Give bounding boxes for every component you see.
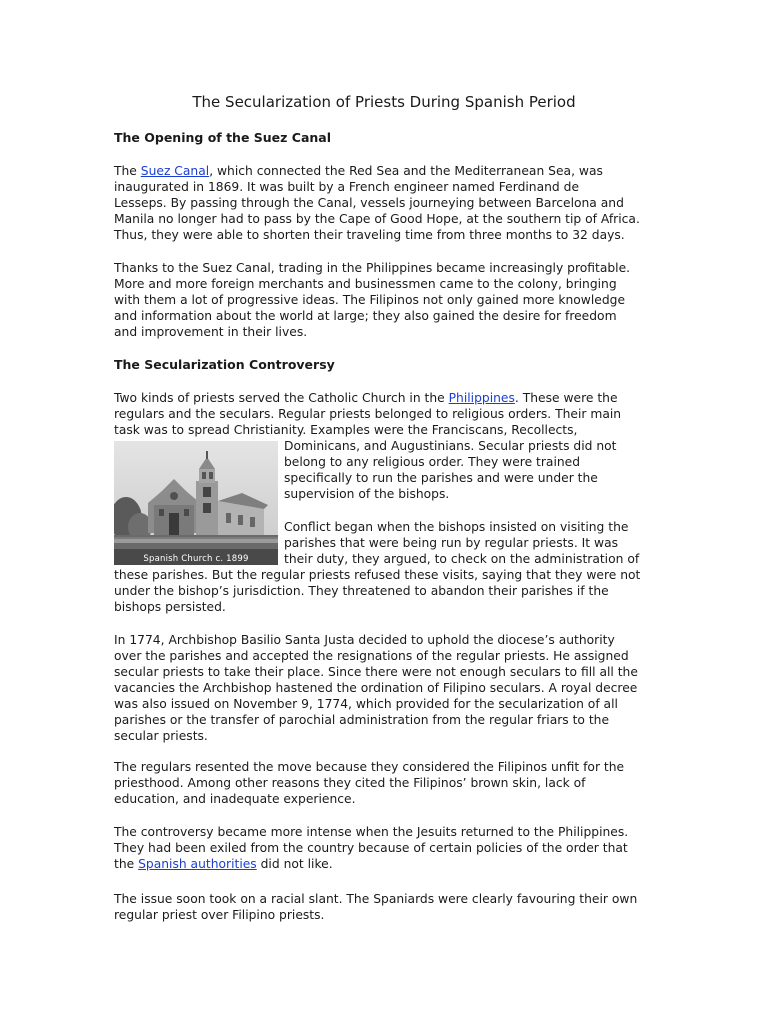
suez-canal-link[interactable]: Suez Canal: [140, 164, 210, 178]
text-line: Conflict began when the bishops insisted on visiting the: [284, 520, 629, 534]
text-line: vacancies the Archbishop hastened the ordination of Filipino seculars. A royal decree: [114, 681, 638, 695]
text-line: The issue soon took on a racial slant. The Spaniards were clearly favouring their own: [114, 892, 638, 906]
text-span: the: [114, 857, 139, 871]
text-line: parishes or the transfer of parochial administration from the regular friars to the: [114, 713, 610, 727]
text-line: inaugurated in 1869. It was built by a French engineer named Ferdinand de: [114, 180, 580, 194]
text-line: Dominicans, and Augustinians. Secular priests did not: [284, 439, 617, 453]
text-line: these parishes. But the regular priests refused these visits, saying that they were not: [114, 568, 641, 582]
text-line: They had been exiled from the country because of certain policies of the order that: [114, 841, 628, 855]
text-line: their duty, they argued, to check on the administration of: [284, 552, 640, 566]
text-line: Lesseps. By passing through the Canal, vessels journeying between Barcelona and: [114, 196, 624, 210]
text-span: . These were the: [514, 391, 618, 405]
section-heading-secularization: The Secularization Controversy: [114, 357, 335, 372]
text-line: priesthood. Among other reasons they cited the Filipinos’ brown skin, lack of: [114, 776, 586, 790]
text-line: secular priests to take their place. Since there were not enough seculars to fill all the: [114, 665, 638, 679]
philippines-link[interactable]: Philippines: [448, 391, 515, 405]
text-line: task was to spread Christianity. Examples were the Franciscans, Recollects,: [114, 423, 578, 437]
text-line: [114, 390, 659, 406]
text-line: Manila no longer had to pass by the Cape of Good Hope, at the southern tip of Africa.: [114, 212, 640, 226]
text-line: supervision of the bishops.: [284, 487, 450, 501]
text-line: [114, 163, 659, 179]
paragraph-secularization-6: [114, 891, 659, 923]
text-line: and information about the world at large; they also gained the desire for freedom: [114, 309, 617, 323]
text-line: under the bishop’s jurisdiction. They threatened to abandon their parishes if the: [114, 584, 609, 598]
text-line: with them a lot of progressive ideas. The Filipinos not only gained more knowledge: [114, 293, 626, 307]
image-caption: Spanish Church c. 1899: [143, 554, 249, 564]
text-line: was also issued on November 9, 1774, which provided for the secularization of all: [114, 697, 618, 711]
text-line: In 1774, Archbishop Basilio Santa Justa decided to uphold the diocese’s authority: [114, 633, 615, 647]
paragraph-secularization-4: [114, 759, 659, 807]
text-line: secular priests.: [114, 729, 208, 743]
page-title: The Secularization of Priests During Spanish Period: [192, 93, 576, 111]
text-span: did not like.: [256, 857, 333, 871]
spanish-authorities-link[interactable]: Spanish authorities: [138, 857, 257, 871]
paragraph-secularization-2: [114, 519, 659, 615]
text-line: More and more foreign merchants and businessmen came to the colony, bringing: [114, 277, 617, 291]
text-line: regulars and the seculars. Regular priests belonged to religious orders. Their main: [114, 407, 622, 421]
paragraph-suez-1: [114, 163, 659, 243]
text-line: The regulars resented the move because they considered the Filipinos unfit for the: [114, 760, 625, 774]
text-line: bishops persisted.: [114, 600, 226, 614]
text-line: regular priest over Filipino priests.: [114, 908, 325, 922]
text-line: Thanks to the Suez Canal, trading in the Philippines became increasingly profitable.: [114, 261, 631, 275]
text-line: and improvement in their lives.: [114, 325, 308, 339]
section-heading-suez-canal: The Opening of the Suez Canal: [114, 130, 332, 145]
text-line: Thus, they were able to shorten their traveling time from three months to 32 days.: [114, 228, 625, 242]
text-span: Two kinds of priests served the Catholic Church in the: [114, 391, 449, 405]
text-line: The controversy became more intense when the Jesuits returned to the Philippines.: [114, 825, 629, 839]
text-line: education, and inadequate experience.: [114, 792, 356, 806]
paragraph-secularization-5: [114, 824, 659, 872]
text-span: The: [114, 164, 141, 178]
text-line: belong to any religious order. They were trained: [284, 455, 581, 469]
text-line: [114, 856, 659, 872]
text-line: over the parishes and accepted the resignations of the regular priests. He assigned: [114, 649, 629, 663]
paragraph-secularization-3: [114, 632, 659, 744]
text-line: parishes that were being run by regular priests. It was: [284, 536, 619, 550]
text-span: , which connected the Red Sea and the Mediterranean Sea, was: [209, 164, 603, 178]
text-line: specifically to run the parishes and were under the: [284, 471, 598, 485]
paragraph-suez-2: [114, 260, 659, 340]
